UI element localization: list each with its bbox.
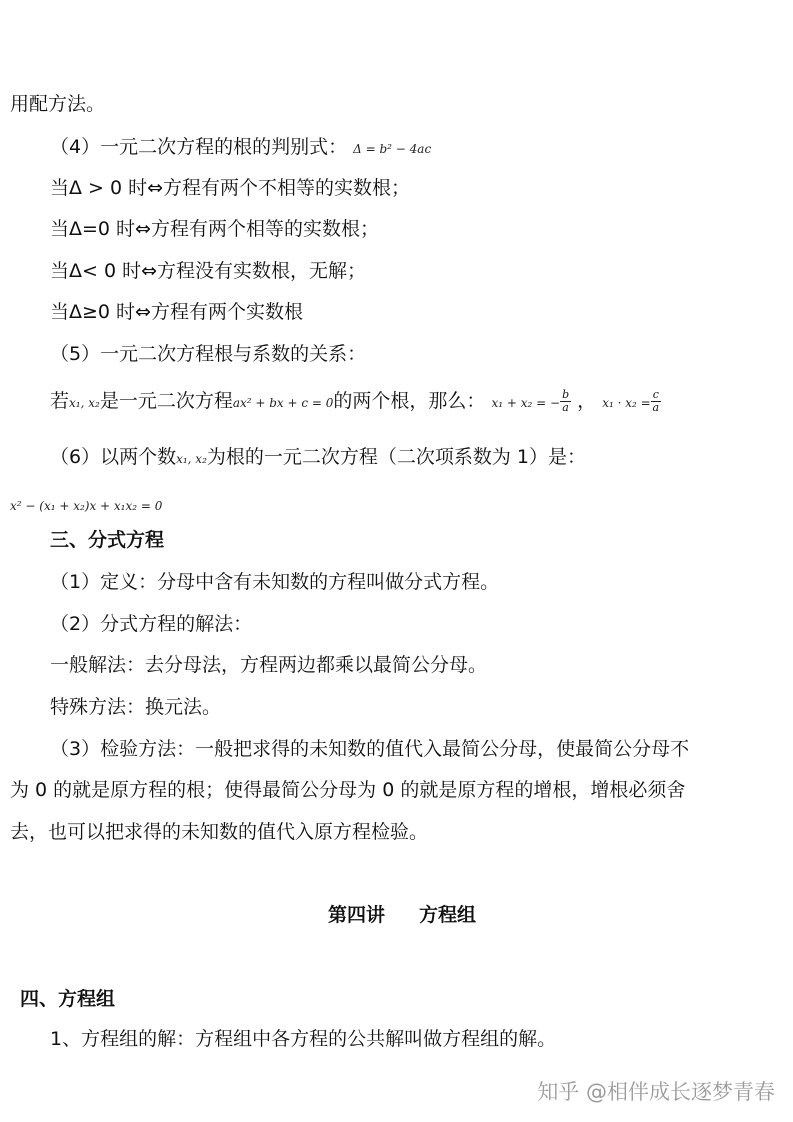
construct-text-a: （6）以两个数	[50, 446, 177, 468]
vieta-separator: ，	[577, 390, 597, 412]
vieta-if: 若	[50, 390, 70, 412]
text-line-vieta-heading: （5）一元二次方程根与系数的关系：	[50, 343, 367, 365]
construct-formula: x² − (x₁ + x₂)x + x₁x₂ = 0	[10, 499, 163, 513]
vieta-product-denominator: a	[652, 401, 660, 414]
text-line-general-method: 一般解法：去分母法，方程两边都乘以最简公分母。	[50, 654, 488, 676]
text-line-construct-equation	[50, 444, 586, 472]
lecture-title	[328, 902, 476, 928]
text-line-delta-nonnegative: 当Δ≥0 时⇔方程有两个实数根	[50, 301, 303, 323]
construct-roots: x₁, x₂	[176, 452, 207, 466]
vieta-sum-numerator: b	[562, 388, 570, 401]
construct-text-b: 为根的一元二次方程（二次项系数为 1）是：	[206, 446, 587, 468]
vieta-text-c: 的两个根，那么：	[333, 390, 486, 412]
text-line-check-method-1: （3）检验方法：一般把求得的未知数的值代入最简公分母，使最简公分母不	[50, 738, 690, 760]
text-line-discriminant	[50, 134, 431, 162]
watermark: 知乎 @相伴成长逐梦青春	[537, 1080, 775, 1104]
text-line-solution-methods: （2）分式方程的解法：	[50, 613, 253, 635]
vieta-roots: x₁, x₂	[69, 396, 100, 410]
text-line-special-method: 特殊方法：换元法。	[50, 696, 222, 718]
text-line-1: 用配方法。	[10, 93, 106, 115]
vieta-text-b: 是一元二次方程	[99, 390, 233, 412]
vieta-product-numerator: c	[652, 388, 659, 401]
section-heading-equation-systems: 四、方程组	[20, 988, 116, 1010]
lecture-number: 第四讲	[328, 904, 386, 926]
vieta-equation: ax² + bx + c = 0	[232, 396, 334, 410]
discriminant-label: （4）一元二次方程的根的判别式：	[50, 136, 348, 158]
section-heading-fractional-equations: 三、分式方程	[50, 529, 165, 551]
vieta-product: x₁ · x₂ =	[602, 396, 651, 410]
text-line-vieta	[50, 388, 661, 416]
text-line-construct-formula	[10, 491, 162, 519]
vieta-sum-denominator: a	[562, 401, 569, 414]
text-line-delta-positive: 当Δ > 0 时⇔方程有两个不相等的实数根；	[50, 177, 411, 199]
vieta-sum-fraction	[560, 389, 571, 414]
vieta-product-fraction	[651, 389, 661, 414]
vieta-sum: x₁ + x₂ = −	[491, 396, 561, 410]
text-line-check-method-2: 为 0 的就是原方程的根；使得最简公分母为 0 的就是原方程的增根，增根必须舍	[10, 779, 686, 801]
text-line-delta-zero: 当Δ=0 时⇔方程有两个相等的实数根；	[50, 218, 379, 240]
text-line-definition: （1）定义：分母中含有未知数的方程叫做分式方程。	[50, 571, 500, 593]
text-line-delta-negative: 当Δ< 0 时⇔方程没有实数根，无解；	[50, 260, 367, 282]
lecture-topic: 方程组	[419, 904, 477, 926]
discriminant-formula: Δ = b² − 4ac	[353, 142, 432, 156]
text-line-check-method-3: 去，也可以把求得的未知数的值代入原方程检验。	[10, 821, 429, 843]
text-line-system-solution: 1、方程组的解：方程组中各方程的公共解叫做方程组的解。	[50, 1028, 557, 1050]
